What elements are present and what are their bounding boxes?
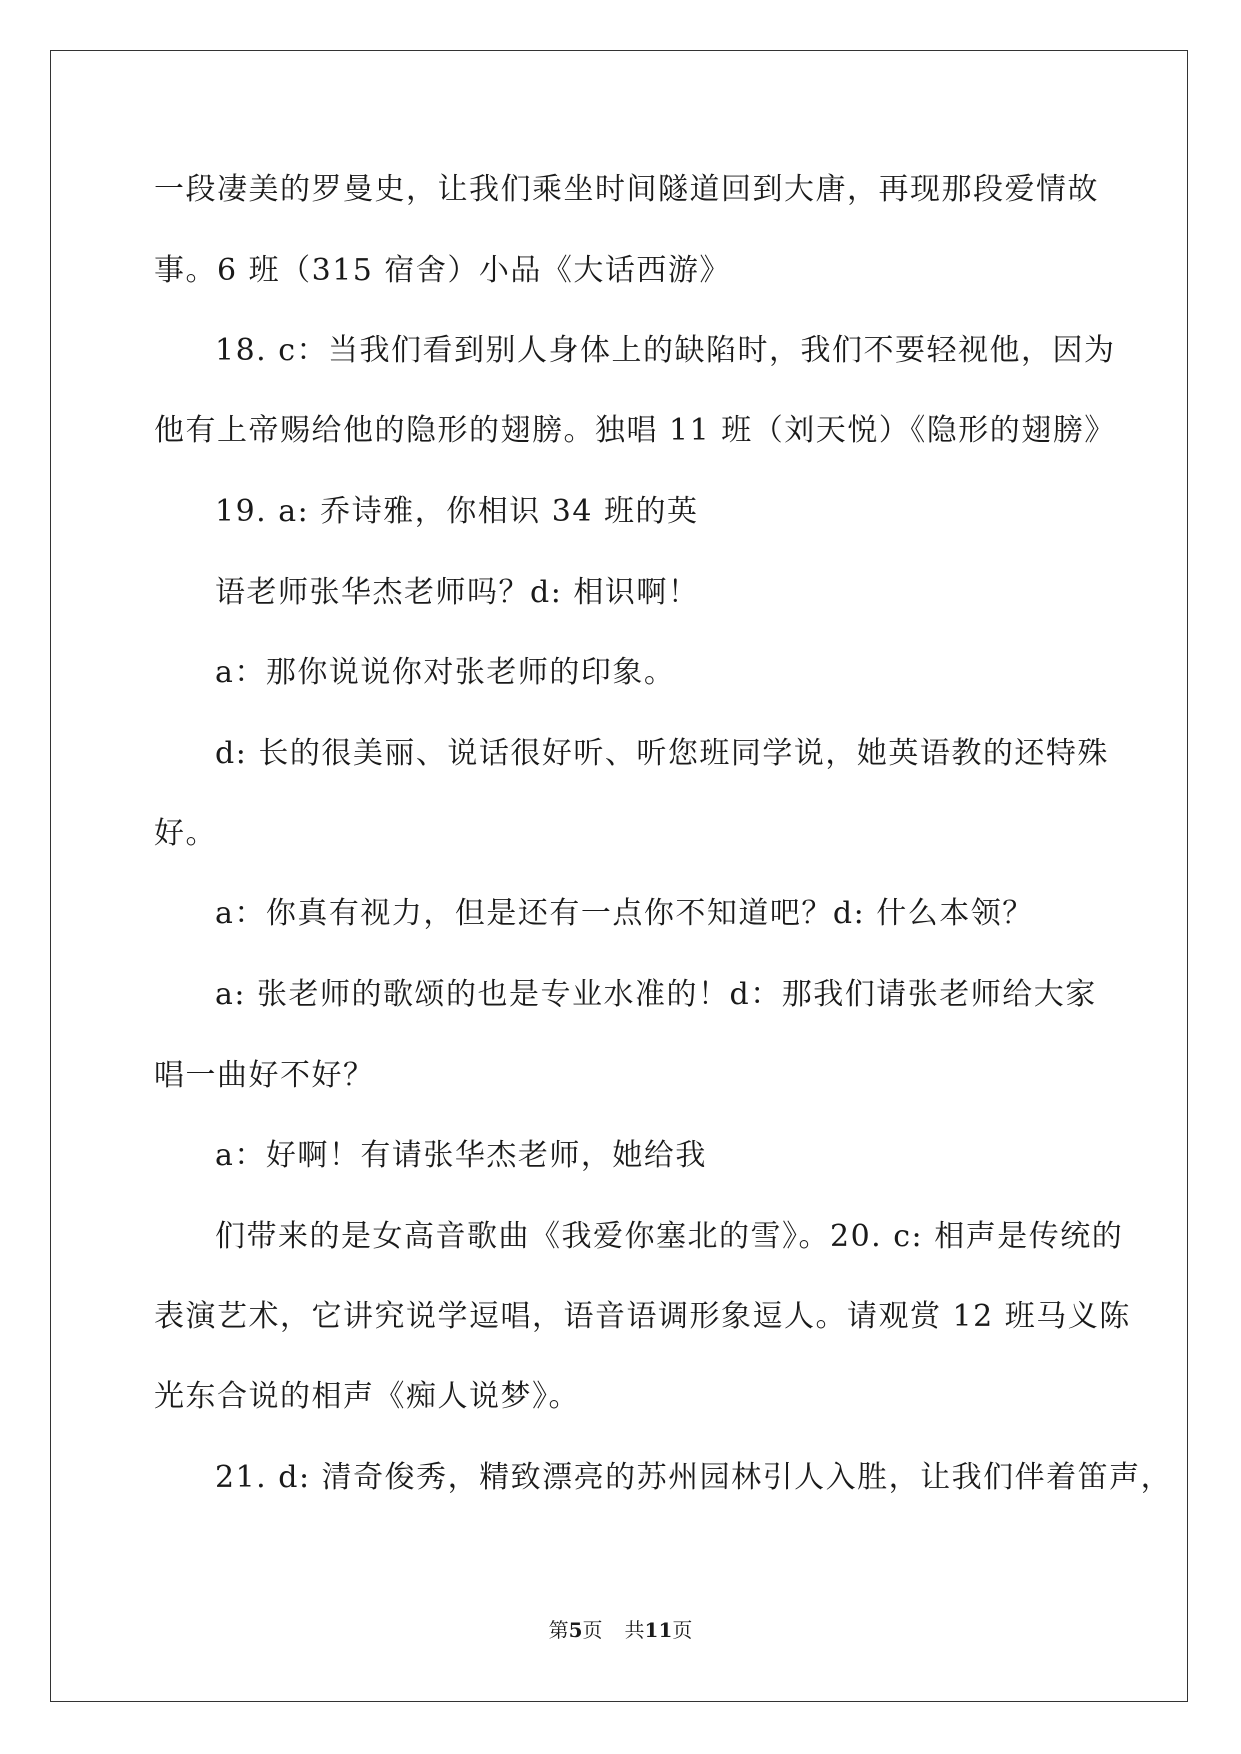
text-line: 们带来的是女高音歌曲《我爱你塞北的雪》。20. c: 相声是传统的 [215,1219,1124,1254]
page-prefix: 第 [548,1618,569,1642]
text-line: a: 张老师的歌颂的也是专业水准的！d：那我们请张老师给大家 [215,977,1097,1012]
text-line: 一段凄美的罗曼史，让我们乘坐时间隧道回到大唐，再现那段爱情故 [154,172,1099,207]
text-line: 事。6 班（315 宿舍）小品《大话西游》 [154,253,731,288]
text-line: 唱一曲好不好？ [154,1058,375,1093]
text-line: a：那你说说你对张老师的印象。 [215,655,676,690]
total-prefix: 共 [624,1618,645,1642]
text-line: 19. a: 乔诗雅，你相识 34 班的英 [215,494,699,529]
text-line: d: 长的很美丽、说话很好听、听您班同学说，她英语教的还特殊 [215,736,1109,771]
page-border [50,50,1188,1702]
text-line: 表演艺术，它讲究说学逗唱，语音语调形象逗人。请观赏 12 班马义陈 [154,1299,1131,1334]
text-line: 18. c：当我们看到别人身体上的缺陷时，我们不要轻视他，因为 [215,333,1116,368]
total-pages: 11 [644,1618,673,1642]
text-line: 21. d: 清奇俊秀，精致漂亮的苏州园林引人入胜，让我们伴着笛声， [215,1460,1173,1495]
text-line: 语老师张华杰老师吗？d: 相识啊！ [215,575,700,610]
text-line: 他有上帝赐给他的隐形的翅膀。独唱 11 班（刘天悦）《隐形的翅膀》 [154,413,1116,448]
text-line: a：你真有视力，但是还有一点你不知道吧？d: 什么本领？ [215,896,1034,931]
total-suffix: 页 [672,1618,693,1642]
text-line: 好。 [154,816,217,851]
text-line: a：好啊！有请张华杰老师，她给我 [215,1138,707,1173]
page-footer [0,1616,1241,1644]
text-line: 光东合说的相声《痴人说梦》。 [154,1379,580,1414]
page-number: 5 [568,1618,583,1642]
page-suffix: 页 [582,1618,603,1642]
